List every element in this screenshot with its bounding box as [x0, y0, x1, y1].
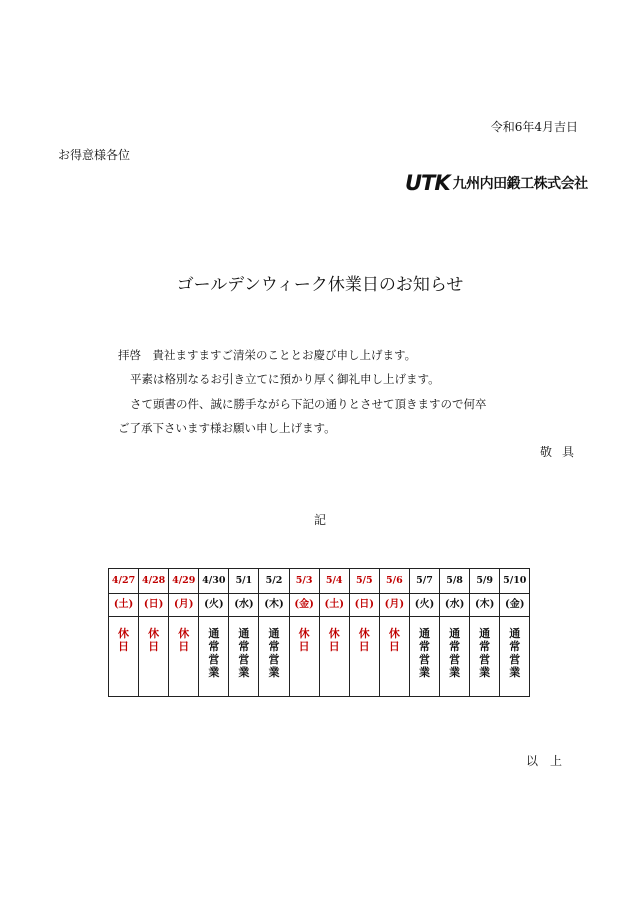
calendar-status-cell — [139, 617, 169, 697]
calendar-date-cell-text: 4/28 — [141, 575, 166, 587]
calendar-status-cell-text: 休日 — [388, 627, 400, 653]
calendar-status-cell-text: 休日 — [358, 627, 370, 653]
calendar-date-cell-text: 5/8 — [446, 575, 463, 587]
calendar-status-cell — [109, 617, 139, 697]
calendar-status-cell — [289, 617, 319, 697]
document-date: 令和6年4月吉日 — [490, 120, 578, 134]
body-line-3: さて頭書の件、誠に勝手ながら下記の通りとさせて頂きますので何卒 — [130, 397, 487, 411]
calendar-status-cell-text: 通常営業 — [208, 627, 220, 679]
calendar-status-cell — [229, 617, 259, 697]
company-signature — [405, 172, 588, 194]
calendar-status-cell-text: 通常営業 — [238, 627, 250, 679]
calendar-status-cell-text: 休日 — [298, 627, 310, 653]
body-line-1: 拝啓 貴社ますますご清栄のこととお慶び申し上げます。 — [118, 348, 417, 362]
calendar-weekday-cell-text: (火) — [204, 599, 224, 610]
calendar-status-cell — [169, 617, 199, 697]
calendar-weekday-cell-text: (水) — [234, 599, 254, 610]
end-marker: 以上 — [525, 754, 574, 768]
calendar-weekday-cell — [379, 594, 409, 617]
calendar-date-cell-text: 4/27 — [111, 575, 136, 587]
calendar-weekday-cell — [500, 594, 530, 617]
calendar-status-cell-text: 通常営業 — [268, 627, 280, 679]
calendar-date-cell — [109, 569, 139, 594]
calendar-status-cell — [379, 617, 409, 697]
calendar-weekday-cell — [470, 594, 500, 617]
calendar-date-cell — [500, 569, 530, 594]
recipient: お得意様各位 — [58, 148, 131, 162]
calendar-status-cell — [440, 617, 470, 697]
calendar-status-cell — [409, 617, 439, 697]
calendar-date-cell — [349, 569, 379, 594]
calendar-status-row — [109, 617, 530, 697]
body-line-2: 平素は格別なるお引き立てに預かり厚く御礼申し上げます。 — [130, 372, 440, 386]
calendar-status-cell-text: 通常営業 — [418, 627, 430, 679]
document-title: ゴールデンウィーク休業日のお知らせ — [176, 275, 464, 295]
calendar-date-cell — [409, 569, 439, 594]
calendar-weekday-cell-text: (金) — [294, 599, 314, 610]
holiday-calendar-table — [108, 568, 530, 697]
calendar-date-row — [109, 569, 530, 594]
calendar-date-cell-text: 5/6 — [386, 575, 403, 587]
calendar-status-cell-text: 通常営業 — [479, 627, 491, 679]
calendar-weekday-cell-text: (土) — [113, 599, 134, 610]
calendar-date-cell-text: 5/5 — [355, 575, 373, 587]
calendar-date-cell — [229, 569, 259, 594]
calendar-date-cell-text: 5/10 — [503, 575, 527, 587]
ki-marker: 記 — [314, 513, 327, 527]
calendar-weekday-cell-text: (月) — [384, 599, 405, 610]
calendar-weekday-cell-text: (木) — [264, 599, 284, 610]
calendar-status-cell-text: 通常営業 — [449, 627, 461, 679]
calendar-date-cell — [139, 569, 169, 594]
calendar-weekday-row — [109, 594, 530, 617]
calendar-weekday-cell — [289, 594, 319, 617]
calendar-date-cell — [319, 569, 349, 594]
calendar-date-cell-text: 4/29 — [172, 575, 196, 587]
calendar-status-cell — [319, 617, 349, 697]
calendar-date-cell-text: 5/3 — [295, 575, 313, 587]
calendar-date-cell — [440, 569, 470, 594]
calendar-weekday-cell — [349, 594, 379, 617]
calendar-weekday-cell-text: (土) — [324, 599, 344, 610]
body-line-4: ご了承下さいます様お願い申し上げます。 — [118, 421, 336, 435]
calendar-date-cell-text: 5/9 — [476, 575, 494, 587]
calendar-weekday-cell — [440, 594, 470, 617]
calendar-weekday-cell — [169, 594, 199, 617]
calendar-status-cell — [500, 617, 530, 697]
calendar-date-cell — [259, 569, 289, 594]
calendar-weekday-cell-text: (金) — [505, 599, 525, 610]
calendar-weekday-cell — [109, 594, 139, 617]
calendar-weekday-cell-text: (木) — [474, 599, 495, 610]
calendar-status-cell-text: 休日 — [118, 627, 130, 653]
calendar-status-cell — [470, 617, 500, 697]
calendar-status-cell-text: 休日 — [148, 627, 160, 653]
calendar-date-cell-text: 4/30 — [202, 575, 226, 587]
calendar-weekday-cell — [259, 594, 289, 617]
calendar-date-cell-text: 5/7 — [416, 575, 433, 587]
calendar-date-cell — [199, 569, 229, 594]
calendar-weekday-cell-text: (火) — [414, 599, 435, 610]
calendar-weekday-cell-text: (日) — [143, 599, 164, 610]
calendar-status-cell-text: 休日 — [178, 627, 190, 653]
calendar-status-cell-text: 休日 — [328, 627, 340, 653]
calendar-status-cell — [199, 617, 229, 697]
calendar-weekday-cell — [319, 594, 349, 617]
calendar-date-cell-text: 5/2 — [265, 575, 283, 587]
calendar-weekday-cell — [409, 594, 439, 617]
company-logo: UTK — [405, 171, 450, 195]
calendar-weekday-cell-text: (月) — [174, 599, 194, 610]
calendar-date-cell — [470, 569, 500, 594]
calendar-status-cell-text: 通常営業 — [509, 627, 521, 679]
calendar-weekday-cell — [229, 594, 259, 617]
calendar-weekday-cell-text: (水) — [444, 599, 465, 610]
company-name: 九州内田鍛工株式会社 — [452, 176, 588, 192]
calendar-date-cell-text: 5/1 — [235, 575, 253, 587]
calendar-date-cell — [169, 569, 199, 594]
closing-keigu: 敬具 — [539, 445, 584, 459]
calendar-date-cell-text: 5/4 — [325, 575, 343, 587]
calendar-date-cell — [289, 569, 319, 594]
calendar-weekday-cell-text: (日) — [354, 599, 375, 610]
calendar-date-cell — [379, 569, 409, 594]
calendar-status-cell — [259, 617, 289, 697]
calendar-weekday-cell — [139, 594, 169, 617]
calendar-status-cell — [349, 617, 379, 697]
calendar-weekday-cell — [199, 594, 229, 617]
